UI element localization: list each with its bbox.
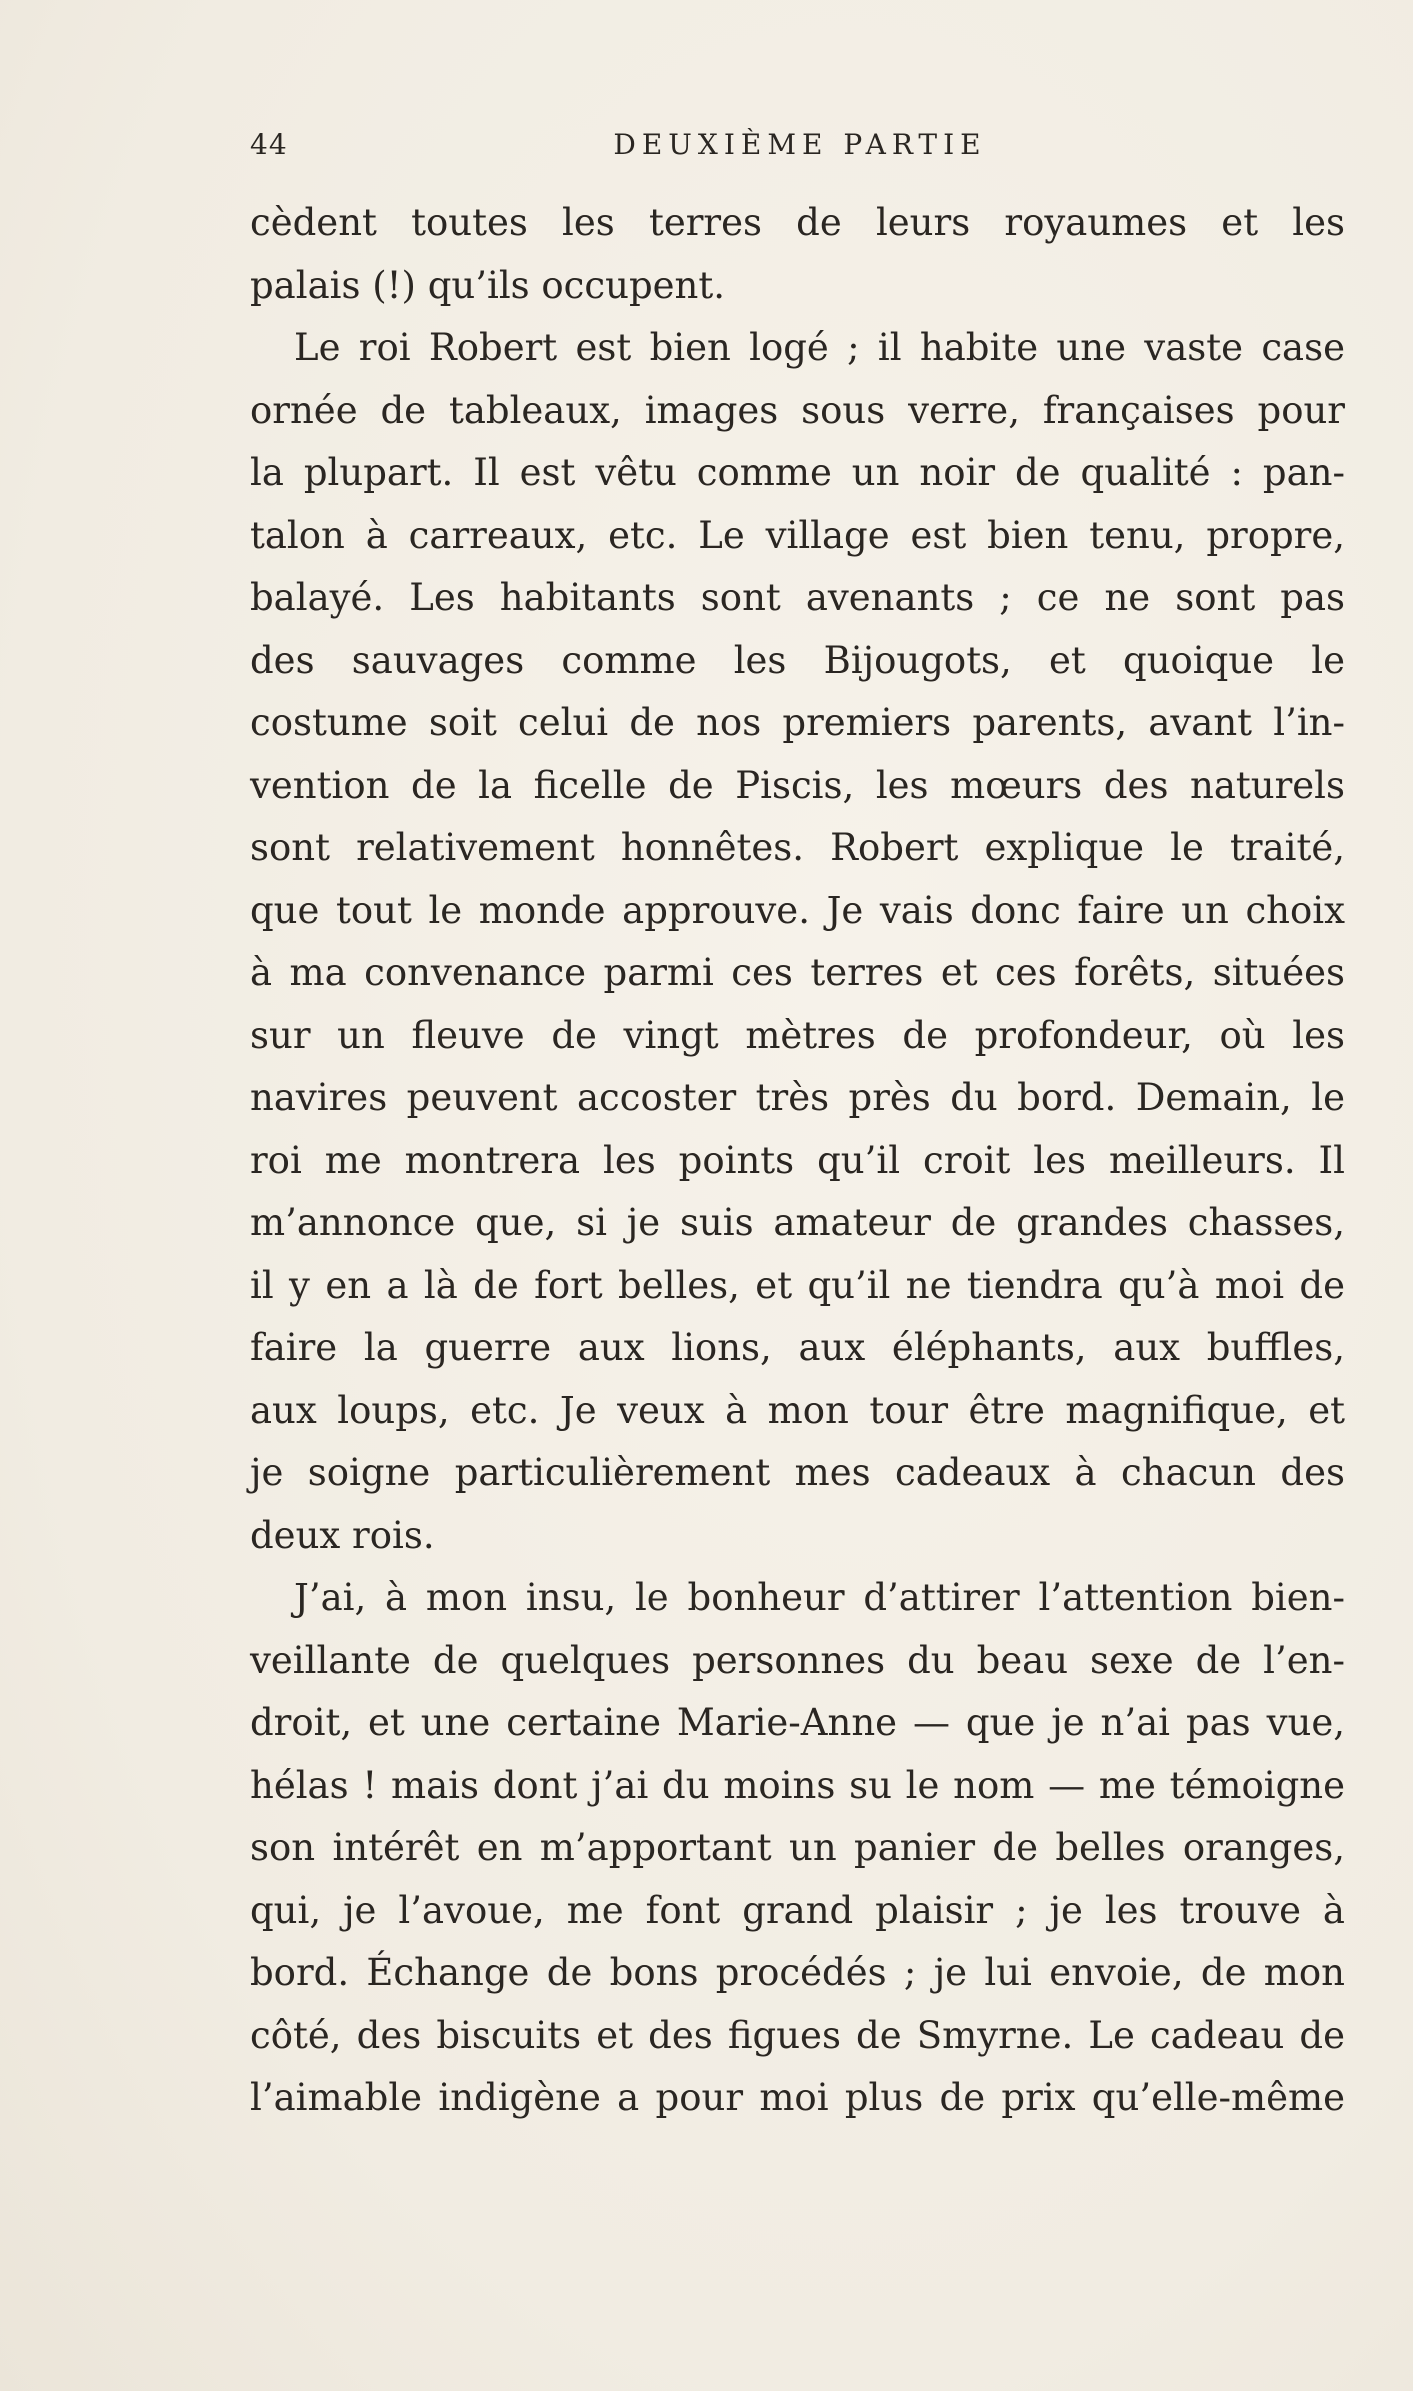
text-line: balayé. Les habitants sont avenants ; ce ne sont pas	[250, 576, 1345, 619]
text-line: droit, et une certaine Marie-Anne — que je n’ai pas vue,	[250, 1701, 1345, 1744]
text-line: veillante de quelques personnes du beau sexe de l’en-	[250, 1638, 1345, 1682]
text-line: costume soit celui de nos premiers parents, avant l’in-	[250, 701, 1345, 744]
text-line: cèdent toutes les terres de leurs royaumes et les	[250, 201, 1345, 244]
text-line: son intérêt en m’apportant un panier de belles oranges,	[250, 1826, 1345, 1869]
text-line: côté, des biscuits et des figues de Smyrne. Le cadeau de	[250, 2013, 1345, 2057]
page-number: 44	[250, 128, 288, 161]
running-title: DEUXIÈME PARTIE	[613, 128, 987, 161]
text-line: hélas ! mais dont j’ai du moins su le nom — me témoigne	[250, 1763, 1345, 1807]
text-line: l’aimable indigène a pour moi plus de prix qu’elle-même	[250, 2076, 1345, 2119]
text-line: que tout le monde approuve. Je vais donc faire un choix	[250, 888, 1345, 932]
text-line: vention de la ficelle de Piscis, les mœurs des naturels	[250, 763, 1345, 807]
text-line: ornée de tableaux, images sous verre, françaises pour	[250, 388, 1345, 432]
text-line: sont relativement honnêtes. Robert explique le traité,	[250, 826, 1345, 869]
text-line: bord. Échange de bons procédés ; je lui envoie, de mon	[250, 1951, 1345, 1994]
body-text	[250, 192, 1345, 2130]
running-head	[250, 128, 1350, 168]
text-line: J’ai, à mon insu, le bonheur d’attirer l’attention bien-	[294, 1576, 1345, 1619]
text-line: talon à carreaux, etc. Le village est bien tenu, propre,	[250, 513, 1345, 557]
text-line: il y en a là de fort belles, et qu’il ne tiendra qu’à moi de	[250, 1263, 1345, 1307]
text-line: faire la guerre aux lions, aux éléphants, aux buffles,	[250, 1326, 1345, 1369]
text-line: la plupart. Il est vêtu comme un noir de qualité : pan-	[250, 451, 1345, 494]
text-line: m’annonce que, si je suis amateur de grandes chasses,	[250, 1201, 1345, 1244]
text-line: deux rois.	[250, 1513, 435, 1557]
text-line: aux loups, etc. Je veux à mon tour être magnifique, et	[250, 1388, 1345, 1432]
text-line: sur un fleuve de vingt mètres de profondeur, où les	[250, 1013, 1345, 1057]
text-line: des sauvages comme les Bijougots, et quoique le	[250, 638, 1345, 682]
text-line: qui, je l’avoue, me font grand plaisir ; je les trouve à	[250, 1888, 1345, 1932]
text-line: à ma convenance parmi ces terres et ces forêts, situées	[250, 951, 1345, 994]
text-line: Le roi Robert est bien logé ; il habite une vaste case	[294, 326, 1345, 369]
text-line: je soigne particulièrement mes cadeaux à chacun des	[250, 1451, 1345, 1494]
text-line: roi me montrera les points qu’il croit les meilleurs. Il	[250, 1138, 1345, 1182]
text-line: navires peuvent accoster très près du bord. Demain, le	[250, 1076, 1345, 1119]
text-line: palais (!) qu’ils occupent.	[250, 263, 726, 307]
